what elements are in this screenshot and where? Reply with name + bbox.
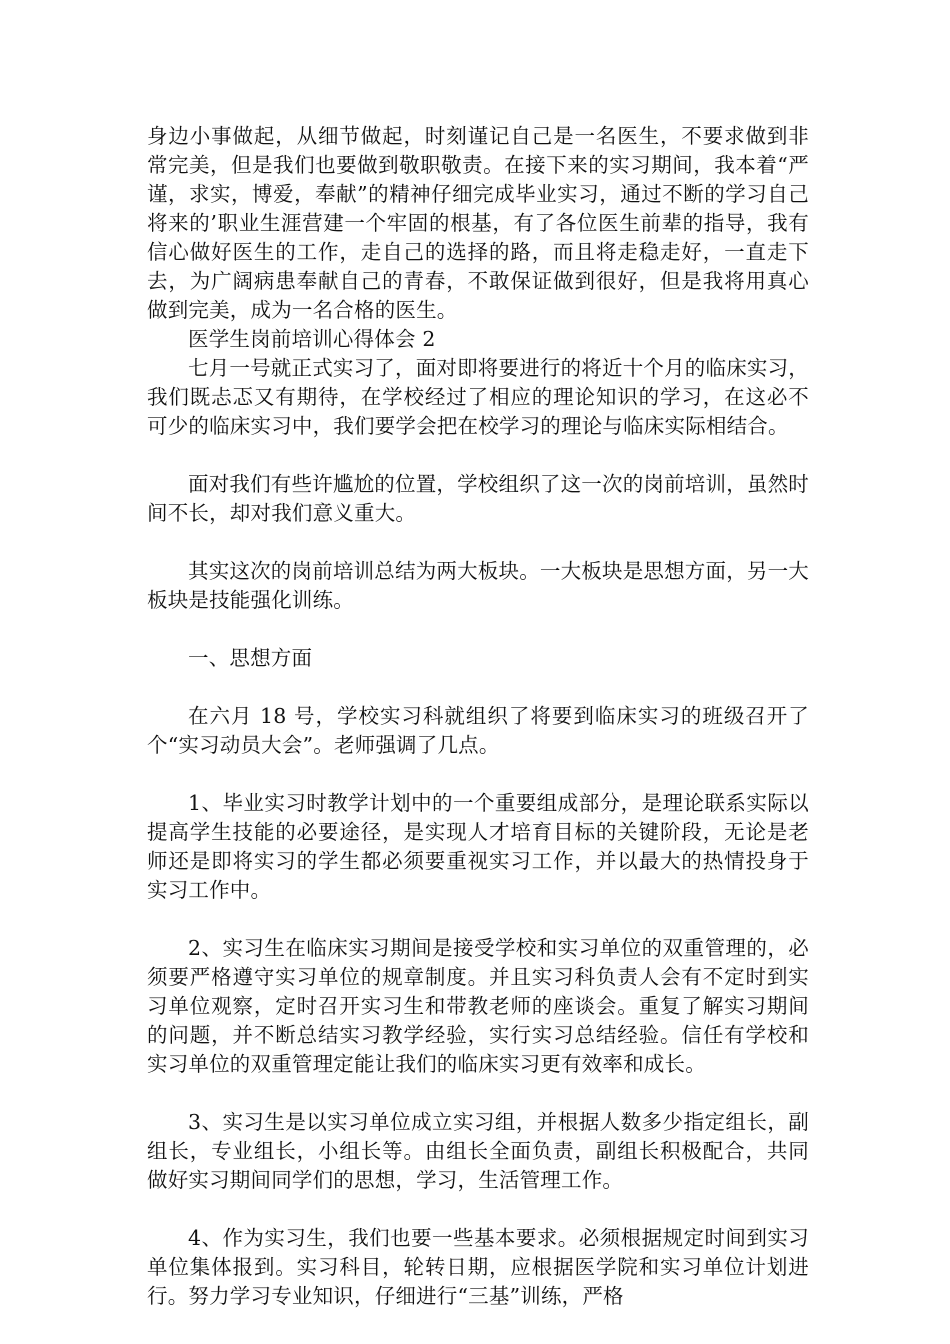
paragraph-3: 其实这次的岗前培训总结为两大板块。一大板块是思想方面，另一大板块是技能强化训练。 [147,559,809,612]
paragraph-4: 在六月 18 号，学校实习科就组织了将要到临床实习的班级召开了个“实习动员大会”。老师强调了几点。 [147,704,809,757]
document-body [147,122,809,1311]
subheading-thought: 一、思想方面 [188,646,313,670]
section-title: 医学生岗前培训心得体会 2 [188,327,436,351]
paragraph-1: 七月一号就正式实习了，面对即将要进行的将近十个月的临床实习，我们既忐忑又有期待，在学校经过了相应的理论知识的学习，在这必不可少的临床实习中，我们要学会把在校学习的理论与临床实际相结合。 [147,356,809,438]
paragraph-2: 面对我们有些许尴尬的位置，学校组织了这一次的岗前培训，虽然时间不长，却对我们意义重大。 [147,472,809,525]
intro-paragraph: 身边小事做起，从细节做起，时刻谨记自己是一名医生，不要求做到非常完美，但是我们也要做到敬职敬责。在接下来的实习期间，我本着“严谨，求实，博爱，奉献”的精神仔细完成毕业实习，通过不断的学习自己将来的’职业生涯营建一个牢固的根基，有了各位医生前辈的指导，我有信心做好医生的工作，走自己的选择的路，而且将走稳走好，一直走下去，为广阔病患奉献自己的青春，不敢保证做到很好，但是我将用真心做到完美，成为一名合格的医生。 [147,124,809,322]
list-item-4: 4、作为实习生，我们也要一些基本要求。必须根据规定时间到实习单位集体报到。实习科目，轮转日期，应根据医学院和实习单位计划进行。努力学习专业知识，仔细进行“三基”训练，严格 [147,1226,809,1308]
list-item-1: 1、毕业实习时教学计划中的一个重要组成部分，是理论联系实际以提高学生技能的必要途径，是实现人才培育目标的关键阶段，无论是老师还是即将实习的学生都必须要重视实习工作，并以最大的热情投身于实习工作中。 [147,791,809,902]
list-item-3: 3、实习生是以实习单位成立实习组，并根据人数多少指定组长，副组长，专业组长，小组长等。由组长全面负责，副组长积极配合，共同做好实习期间同学们的思想，学习，生活管理工作。 [147,1110,809,1192]
list-item-2: 2、实习生在临床实习期间是接受学校和实习单位的双重管理的，必须要严格遵守实习单位的规章制度。并且实习科负责人会有不定时到实习单位观察，定时召开实习生和带教老师的座谈会。重复了解实习期间的问题，并不断总结实习教学经验，实行实习总结经验。信任有学校和实习单位的双重管理定能让我们的临床实习更有效率和成长。 [147,936,809,1076]
